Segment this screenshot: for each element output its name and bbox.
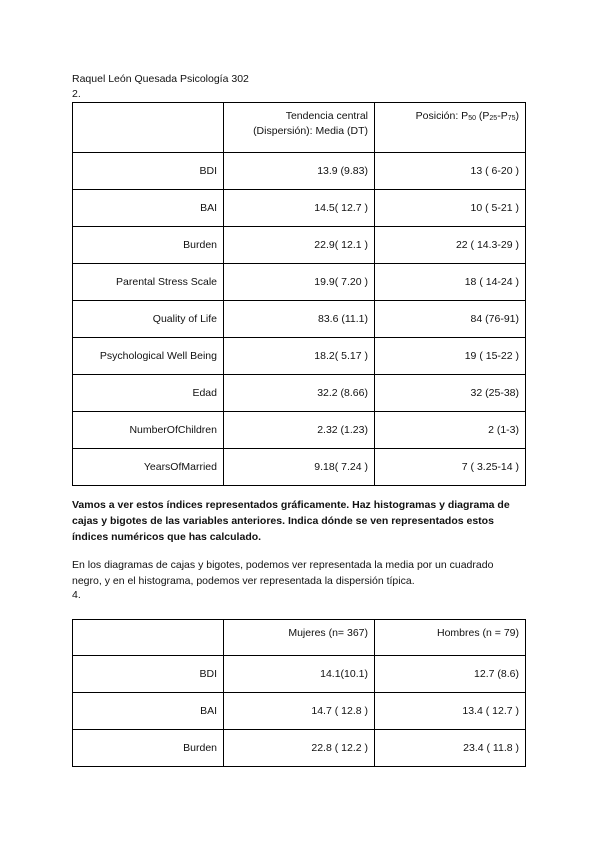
descriptive-stats-table xyxy=(72,102,526,486)
section-number-4: 4. xyxy=(72,589,81,601)
row-label: YearsOfMarried xyxy=(73,449,224,486)
table-header-row xyxy=(73,103,526,153)
table-row xyxy=(73,449,526,486)
men-value: 13.4 ( 12.7 ) xyxy=(375,693,526,730)
row-label: BAI xyxy=(73,693,224,730)
central-value: 32.2 (8.66) xyxy=(224,375,375,412)
table-row xyxy=(73,656,526,693)
table-header-row xyxy=(73,620,526,656)
row-label: BDI xyxy=(73,656,224,693)
position-value: 32 (25-38) xyxy=(375,375,526,412)
position-value: 22 ( 14.3-29 ) xyxy=(375,227,526,264)
men-value: 12.7 (8.6) xyxy=(375,656,526,693)
table-row xyxy=(73,693,526,730)
women-value: 14.7 ( 12.8 ) xyxy=(224,693,375,730)
position-value: 2 (1-3) xyxy=(375,412,526,449)
document-header xyxy=(72,72,249,102)
row-label: Psychological Well Being xyxy=(73,338,224,375)
table-row xyxy=(73,264,526,301)
central-value: 19.9( 7.20 ) xyxy=(224,264,375,301)
position-value: 7 ( 3.25-14 ) xyxy=(375,449,526,486)
row-label: Edad xyxy=(73,375,224,412)
row-label: BDI xyxy=(73,153,224,190)
women-value: 22.8 ( 12.2 ) xyxy=(224,730,375,767)
central-value: 22.9( 12.1 ) xyxy=(224,227,375,264)
women-header: Mujeres (n= 367) xyxy=(224,620,375,656)
position-value: 84 (76-91) xyxy=(375,301,526,338)
table-row xyxy=(73,730,526,767)
women-value: 14.1(10.1) xyxy=(224,656,375,693)
row-label: Burden xyxy=(73,730,224,767)
answer-paragraph: En los diagramas de cajas y bigotes, podemos ver representada la media por un cuadrado negro, y en el histograma, podemos ver representada la dispersión típica. xyxy=(72,559,494,587)
table-row xyxy=(73,412,526,449)
section-number-2: 2. xyxy=(72,88,81,100)
central-value: 9.18( 7.24 ) xyxy=(224,449,375,486)
position-value: 19 ( 15-22 ) xyxy=(375,338,526,375)
men-header: Hombres (n = 79) xyxy=(375,620,526,656)
empty-header-cell xyxy=(73,620,224,656)
row-label: BAI xyxy=(73,190,224,227)
position-value: 13 ( 6-20 ) xyxy=(375,153,526,190)
table-row xyxy=(73,375,526,412)
row-label: Quality of Life xyxy=(73,301,224,338)
central-value: 2.32 (1.23) xyxy=(224,412,375,449)
position-value: 10 ( 5-21 ) xyxy=(375,190,526,227)
table-row xyxy=(73,153,526,190)
table-row xyxy=(73,301,526,338)
central-tendency-header: Tendencia central (Dispersión): Media (DT) xyxy=(224,103,375,153)
question-paragraph: Vamos a ver estos índices representados gráficamente. Haz histogramas y diagrama de cajas y bigotes de las variables anteriores. Indica dónde se ven representados estos índices numéricos que has calculado. xyxy=(72,499,510,543)
table-row xyxy=(73,190,526,227)
men-value: 23.4 ( 11.8 ) xyxy=(375,730,526,767)
position-header: Posición: $P_{50}$ $(P_{25}-P_{75})$ xyxy=(375,103,526,153)
document-title: Raquel León Quesada Psicología 302 xyxy=(72,73,249,85)
central-value: 18.2( 5.17 ) xyxy=(224,338,375,375)
central-value: 13.9 (9.83) xyxy=(224,153,375,190)
empty-header-cell xyxy=(73,103,224,153)
table-row xyxy=(73,338,526,375)
gender-comparison-table xyxy=(72,619,526,767)
row-label: Parental Stress Scale xyxy=(73,264,224,301)
position-value: 18 ( 14-24 ) xyxy=(375,264,526,301)
central-value: 83.6 (11.1) xyxy=(224,301,375,338)
row-label: Burden xyxy=(73,227,224,264)
row-label: NumberOfChildren xyxy=(73,412,224,449)
table-row xyxy=(73,227,526,264)
central-value: 14.5( 12.7 ) xyxy=(224,190,375,227)
